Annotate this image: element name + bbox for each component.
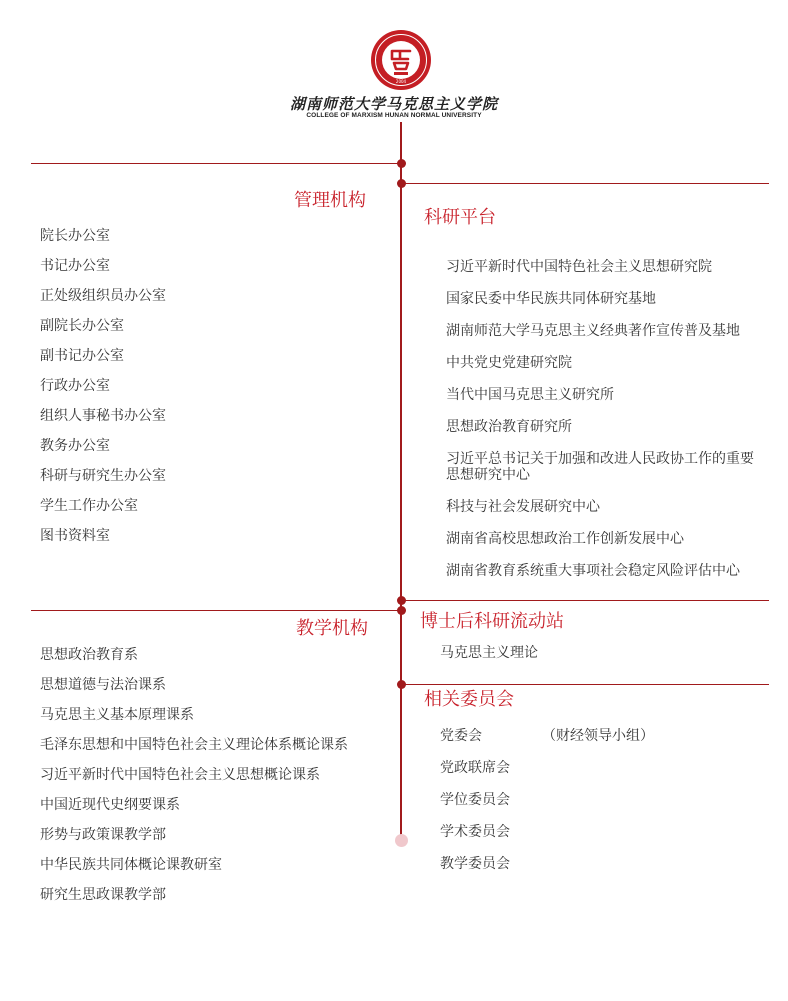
teaching-item[interactable]: 形势与政策课教学部 [40,827,166,843]
school-name-cn: 湖南师范大学马克思主义学院 [289,95,498,113]
management-item[interactable]: 图书资料室 [40,528,110,544]
management-item[interactable]: 书记办公室 [40,258,110,274]
research-item[interactable]: 当代中国马克思主义研究所 [446,387,614,403]
committee-item[interactable]: 党委会 [440,728,482,744]
committee-item[interactable]: 教学委员会 [440,856,510,872]
management-item[interactable]: 学生工作办公室 [40,498,138,514]
research-item[interactable]: 湖南省教育系统重大事项社会稳定风险评估中心 [446,563,740,579]
teaching-divider-line [31,610,401,611]
teaching-title: 教学机构 [296,618,368,639]
teaching-item[interactable]: 习近平新时代中国特色社会主义思想概论课系 [40,767,320,783]
teaching-item[interactable]: 毛泽东思想和中国特色社会主义理论体系概论课系 [40,737,348,753]
committees-title: 相关委员会 [424,689,514,710]
postdoc-title: 博士后科研流动站 [420,611,564,632]
junction-dot-teaching [397,606,406,615]
management-item[interactable]: 教务办公室 [40,438,110,454]
research-divider-line [402,183,769,184]
central-connector-line [400,122,402,841]
research-item[interactable]: 中共党史党建研究院 [446,355,572,371]
committee-note[interactable]: （财经领导小组） [542,728,654,744]
management-item[interactable]: 副院长办公室 [40,318,124,334]
research-item[interactable]: 国家民委中华民族共同体研究基地 [446,291,656,307]
management-divider-line [31,163,401,164]
management-item[interactable]: 副书记办公室 [40,348,124,364]
research-item[interactable]: 科技与社会发展研究中心 [446,499,600,515]
junction-dot-management [397,159,406,168]
research-item[interactable]: 习近平新时代中国特色社会主义思想研究院 [446,259,712,275]
committee-item[interactable]: 党政联席会 [440,760,510,776]
teaching-item[interactable]: 思想道德与法治课系 [40,677,166,693]
research-item[interactable]: 湖南师范大学马克思主义经典著作宣传普及基地 [446,323,740,339]
junction-dot-committees [397,680,406,689]
junction-dot-research [397,179,406,188]
research-item[interactable]: 习近平总书记关于加强和改进人民政协工作的重要思想研究中心 [446,451,754,483]
research-item[interactable]: 思想政治教育研究所 [446,419,572,435]
emblem-year: 2004 [395,79,407,84]
research-title: 科研平台 [424,207,496,228]
teaching-item[interactable]: 中国近现代史纲要课系 [40,797,180,813]
teaching-item[interactable]: 中华民族共同体概论课教研室 [40,857,222,873]
teaching-item[interactable]: 研究生思政课教学部 [40,887,166,903]
connector-end-dot [395,834,408,847]
committees-divider-line [402,684,769,685]
management-title: 管理机构 [294,190,366,211]
junction-dot-postdoc [397,596,406,605]
teaching-item[interactable]: 思想政治教育系 [40,647,138,663]
teaching-item[interactable]: 马克思主义基本原理课系 [40,707,194,723]
college-emblem [370,29,432,91]
management-item[interactable]: 院长办公室 [40,228,110,244]
school-name-en: COLLEGE OF MARXISM HUNAN NORMAL UNIVERSITY [306,112,482,119]
research-item[interactable]: 湖南省高校思想政治工作创新发展中心 [446,531,684,547]
postdoc-divider-line [402,600,769,601]
management-item[interactable]: 正处级组织员办公室 [40,288,166,304]
management-item[interactable]: 科研与研究生办公室 [40,468,166,484]
committee-item[interactable]: 学位委员会 [440,792,510,808]
management-item[interactable]: 行政办公室 [40,378,110,394]
committee-item[interactable]: 学术委员会 [440,824,510,840]
postdoc-item[interactable]: 马克思主义理论 [440,645,538,661]
management-item[interactable]: 组织人事秘书办公室 [40,408,166,424]
